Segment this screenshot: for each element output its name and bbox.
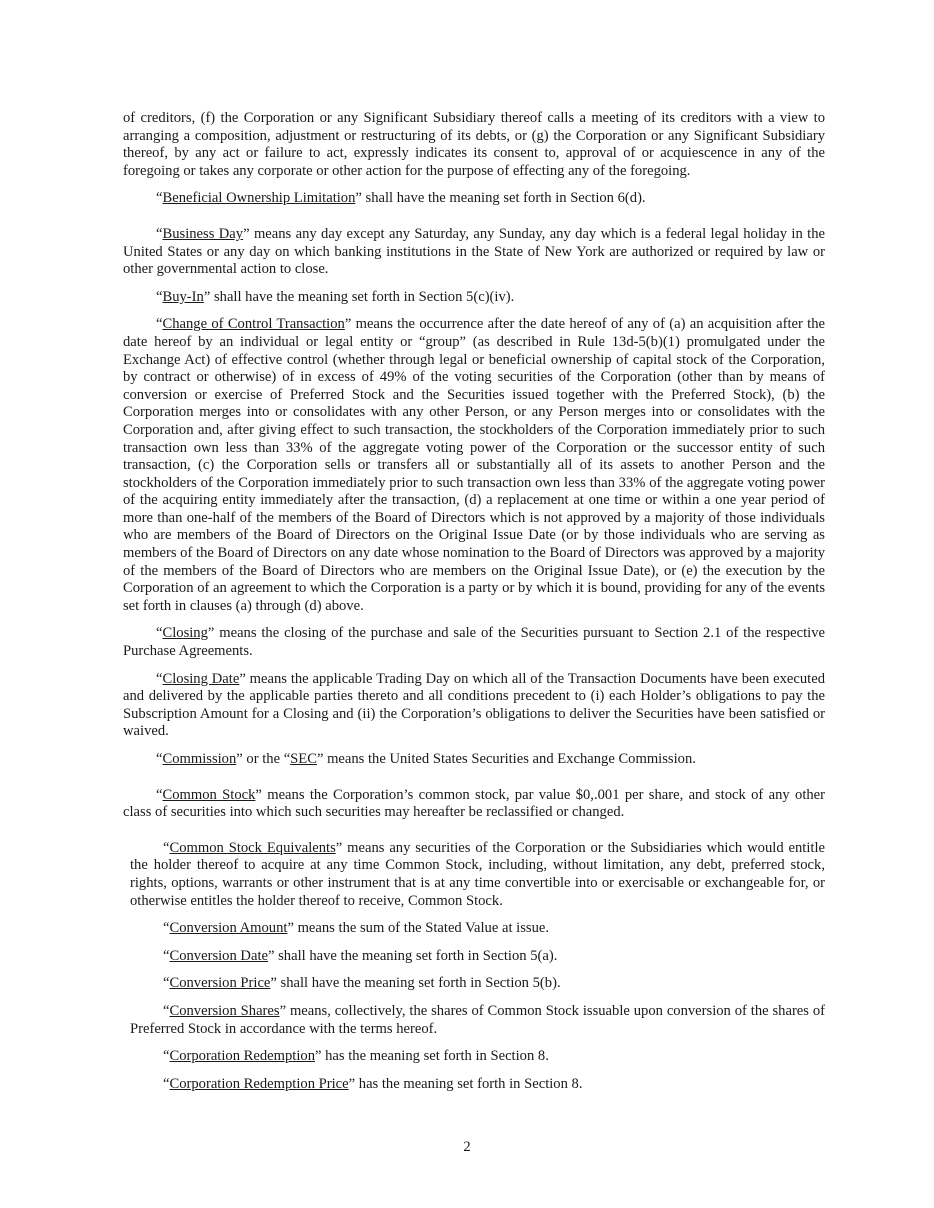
definition-buy-in bbox=[123, 289, 825, 307]
definition-text: ” means the Corporation’s common stock, par value $0,.001 per share, and stock of any other class of securities into which such securities may hereafter be reclassified or changed. bbox=[123, 786, 826, 821]
defined-term: Common Stock bbox=[162, 786, 256, 803]
definition-text: ” means the United States Securities and Exchange Commission. bbox=[316, 751, 696, 767]
defined-term: SEC bbox=[290, 751, 317, 767]
definition-conversion-amount bbox=[130, 920, 825, 938]
open-quote: “ bbox=[156, 786, 163, 803]
open-quote: “ bbox=[163, 1002, 170, 1019]
definition-text: ” means, collectively, the shares of Common Stock issuable upon conversion of the shares of Preferred Stock in accordance with the terms hereof. bbox=[130, 1002, 825, 1037]
document-page bbox=[123, 110, 825, 1103]
definition-conversion-price bbox=[130, 975, 825, 993]
paragraph-text: of creditors, (f) the Corporation or any Significant Subsidiary thereof calls a meeting of its creditors with a view to arranging a composition, adjustment or restructuring of its debts, or (g) the Corporation or any Significant Subsidiary thereof, by any act or failure to act, expressly indicates its consent to, approval of or acquiescence in any of the foregoing or takes any corporate or other action for the purpose of effecting any of the foregoing. bbox=[123, 110, 825, 179]
defined-term: Conversion Price bbox=[169, 975, 271, 992]
definition-text: ” means any securities of the Corporation or the Subsidiaries which would entitle the holder thereof to acquire at any time Common Stock, including, without limitation, any debt, preferred stock, rights, options, warrants or other instrument that is at any time convertible into or exercisable or exchangeable for, or otherwise entitles the holder thereof to receive, Common Stock. bbox=[130, 839, 825, 909]
defined-term: Corporation Redemption bbox=[169, 1048, 315, 1065]
definition-business-day bbox=[123, 226, 825, 279]
defined-term: Conversion Amount bbox=[169, 920, 288, 937]
defined-term: Common Stock Equivalents bbox=[169, 839, 336, 856]
open-quote: “ bbox=[163, 920, 170, 937]
open-quote: “ bbox=[156, 751, 163, 767]
definition-corporation-redemption-price bbox=[130, 1076, 825, 1094]
defined-term: Closing Date bbox=[162, 670, 240, 687]
open-quote: “ bbox=[156, 225, 163, 242]
definition-conversion-shares bbox=[130, 1003, 825, 1038]
paragraph-continuation bbox=[123, 110, 825, 180]
defined-term: Change of Control Transaction bbox=[162, 316, 345, 333]
definition-text: ” means the applicable Trading Day on which all of the Transaction Documents have been executed and delivered by the applicable parties thereto and all conditions precedent to (i) each Holder’s obligations to pay the Subscription Amount for a Closing and (ii) the Corporation’s obligations to deliver the Securities have been satisfied or waived. bbox=[123, 670, 825, 740]
open-quote: “ bbox=[163, 1048, 170, 1065]
definition-conversion-date bbox=[130, 948, 825, 966]
definition-common-stock bbox=[123, 787, 825, 822]
open-quote: “ bbox=[156, 190, 163, 207]
definition-change-of-control-transaction bbox=[123, 316, 825, 615]
defined-term: Conversion Date bbox=[169, 947, 268, 964]
open-quote: “ bbox=[163, 839, 170, 856]
open-quote: “ bbox=[156, 288, 163, 305]
definition-text: ” means the sum of the Stated Value at issue. bbox=[287, 920, 549, 937]
definition-text: ” means the closing of the purchase and sale of the Securities pursuant to Section 2.1 of the respective Purchase Agreements. bbox=[123, 625, 825, 660]
connector-text: ” or the “ bbox=[236, 751, 291, 767]
open-quote: “ bbox=[163, 947, 170, 964]
definition-closing-date bbox=[123, 671, 825, 741]
page-number: 2 bbox=[463, 1139, 471, 1155]
definition-text: ” shall have the meaning set forth in Section 5(a). bbox=[267, 947, 558, 964]
definition-text: ” has the meaning set forth in Section 8. bbox=[315, 1048, 549, 1065]
defined-term: Commission bbox=[162, 751, 237, 767]
open-quote: “ bbox=[163, 975, 170, 992]
defined-term: Closing bbox=[162, 625, 208, 642]
definition-text: ” means any day except any Saturday, any Sunday, any day which is a federal legal holiday in the United States or any day on which banking institutions in the State of New York are authorized or required by law or other governmental action to close. bbox=[123, 225, 825, 278]
definition-corporation-redemption bbox=[130, 1048, 825, 1066]
open-quote: “ bbox=[156, 625, 163, 642]
definition-commission bbox=[123, 751, 825, 769]
defined-term: Conversion Shares bbox=[169, 1002, 280, 1019]
definition-text: ” shall have the meaning set forth in Section 5(b). bbox=[270, 975, 561, 992]
defined-term: Beneficial Ownership Limitation bbox=[162, 190, 356, 207]
definition-text: ” means the occurrence after the date hereof of any of (a) an acquisition after the date hereof by an individual or legal entity or “group” (as described in Rule 13d-5(b)(1) promulgated under the Exchange Act) of effective control (whether through legal or beneficial ownership of capital stock of the Corporation, by contract or otherwise) of in excess of 49% of the voting securities of the Corporation (other than by means of conversion or exercise of Preferred Stock and the Securities issued together with the Preferred Stock), (b) the Corporation merges into or consolidates with any other Person, or any Person merges into or consolidates with the Corporation and, after giving effect to such transaction, the stockholders of the Corporation immediately prior to such transaction own less than 33% of the aggregate voting power of the Corporation or the successor entity of such transaction, (c) the Corporation sells or transfers all or substantially all of its assets to another Person and the stockholders of the Corporation immediately prior to such transaction own less than 33% of the aggregate voting power of the acquiring entity immediately after the transaction, (d) a replacement at one time or within a one year period of more than one-half of the members of the Board of Directors which is not approved by a majority of those individuals who are members of the Board of Directors on the Original Issue Date (or by those individuals who are serving as members of the Board of Directors on any date whose nomination to the Board of Directors was approved by a majority of the members of the Board of Directors who are members on the Original Issue Date), or (e) the execution by the Corporation of an agreement to which the Corporation is a party or by which it is bound, providing for any of the events set forth in clauses (a) through (d) above. bbox=[123, 316, 825, 614]
defined-term: Buy-In bbox=[162, 288, 204, 305]
definition-closing bbox=[123, 625, 825, 660]
open-quote: “ bbox=[163, 1075, 170, 1092]
open-quote: “ bbox=[156, 316, 163, 333]
definition-text: ” shall have the meaning set forth in Section 6(d). bbox=[355, 190, 646, 207]
definition-text: ” has the meaning set forth in Section 8. bbox=[348, 1075, 583, 1092]
open-quote: “ bbox=[156, 670, 163, 687]
defined-term: Business Day bbox=[162, 225, 244, 242]
definition-beneficial-ownership-limitation bbox=[123, 190, 825, 208]
definition-common-stock-equivalents bbox=[130, 840, 825, 910]
definition-text: ” shall have the meaning set forth in Section 5(c)(iv). bbox=[203, 288, 515, 305]
defined-term: Corporation Redemption Price bbox=[169, 1075, 349, 1092]
